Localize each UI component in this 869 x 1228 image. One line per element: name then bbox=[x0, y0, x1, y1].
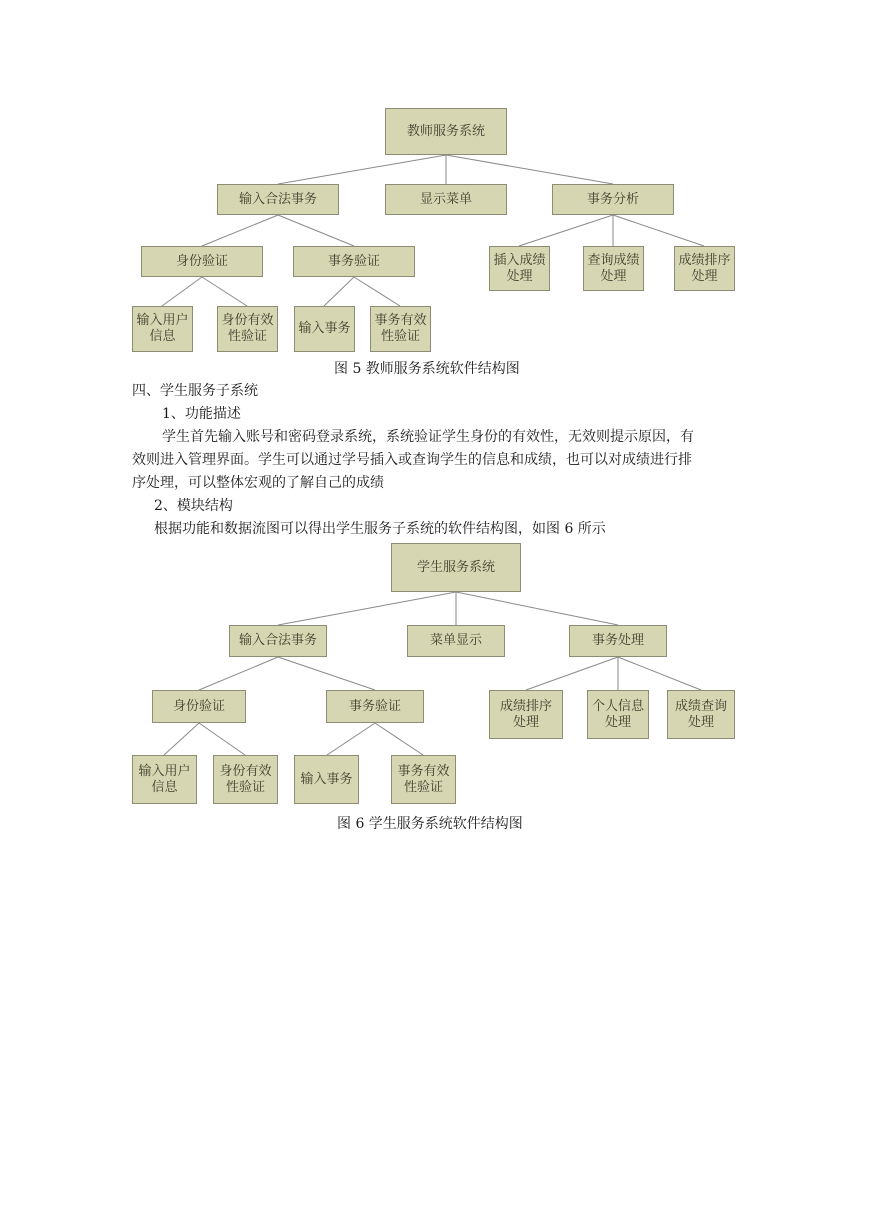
fig5-node-identity-validity: 身份有效 性验证 bbox=[217, 306, 278, 352]
fig6-node-personal-info: 个人信息 处理 bbox=[587, 690, 649, 739]
fig6-node-input-user-info: 输入用户 信息 bbox=[132, 755, 197, 804]
paragraph-line-3: 序处理，可以整体宏观的了解自己的成绩 bbox=[132, 475, 384, 491]
fig6-node-transaction-verify: 事务验证 bbox=[326, 690, 424, 723]
fig6-node-menu-display: 菜单显示 bbox=[407, 625, 505, 657]
fig6-node-identity-validity: 身份有效 性验证 bbox=[213, 755, 278, 804]
fig6-node-transaction-process: 事务处理 bbox=[569, 625, 667, 657]
fig5-caption: 图 5 教师服务系统软件结构图 bbox=[334, 361, 520, 377]
fig5-node-input-transaction: 输入合法事务 bbox=[217, 184, 339, 215]
fig6-node-transaction-validity: 事务有效 性验证 bbox=[391, 755, 456, 804]
section-heading: 四、学生服务子系统 bbox=[132, 383, 258, 399]
fig5-root-node: 教师服务系统 bbox=[385, 108, 507, 155]
fig5-node-query-score: 查询成绩 处理 bbox=[583, 246, 644, 291]
fig5-node-transaction-verify: 事务验证 bbox=[293, 246, 415, 277]
fig6-caption: 图 6 学生服务系统软件结构图 bbox=[337, 816, 523, 832]
paragraph-line-2: 效则进入管理界面。学生可以通过学号插入或查询学生的信息和成绩，也可以对成绩进行排 bbox=[132, 452, 692, 468]
item1-heading: 1、功能描述 bbox=[162, 406, 241, 422]
fig5-node-input-transaction-leaf: 输入事务 bbox=[294, 306, 355, 352]
fig6-node-input-transaction: 输入合法事务 bbox=[229, 625, 327, 657]
fig5-node-identity-verify: 身份验证 bbox=[141, 246, 263, 277]
fig5-node-transaction-analysis: 事务分析 bbox=[552, 184, 674, 215]
fig6-node-input-transaction-leaf: 输入事务 bbox=[294, 755, 359, 804]
fig6-node-sort-score: 成绩排序 处理 bbox=[489, 690, 563, 739]
item2-heading: 2、模块结构 bbox=[154, 498, 233, 514]
fig6-node-query-score: 成绩查询 处理 bbox=[667, 690, 735, 739]
fig5-node-sort-score: 成绩排序 处理 bbox=[674, 246, 735, 291]
fig5-node-insert-score: 插入成绩 处理 bbox=[489, 246, 550, 291]
paragraph-2: 根据功能和数据流图可以得出学生服务子系统的软件结构图，如图 6 所示 bbox=[154, 521, 606, 537]
fig5-node-transaction-validity: 事务有效 性验证 bbox=[370, 306, 431, 352]
paragraph-line-1: 学生首先输入账号和密码登录系统，系统验证学生身份的有效性，无效则提示原因，有 bbox=[162, 429, 694, 445]
fig6-root-node: 学生服务系统 bbox=[391, 543, 521, 592]
fig5-node-input-user-info: 输入用户 信息 bbox=[132, 306, 193, 352]
fig6-node-identity-verify: 身份验证 bbox=[152, 690, 246, 723]
fig5-node-display-menu: 显示菜单 bbox=[385, 184, 507, 215]
